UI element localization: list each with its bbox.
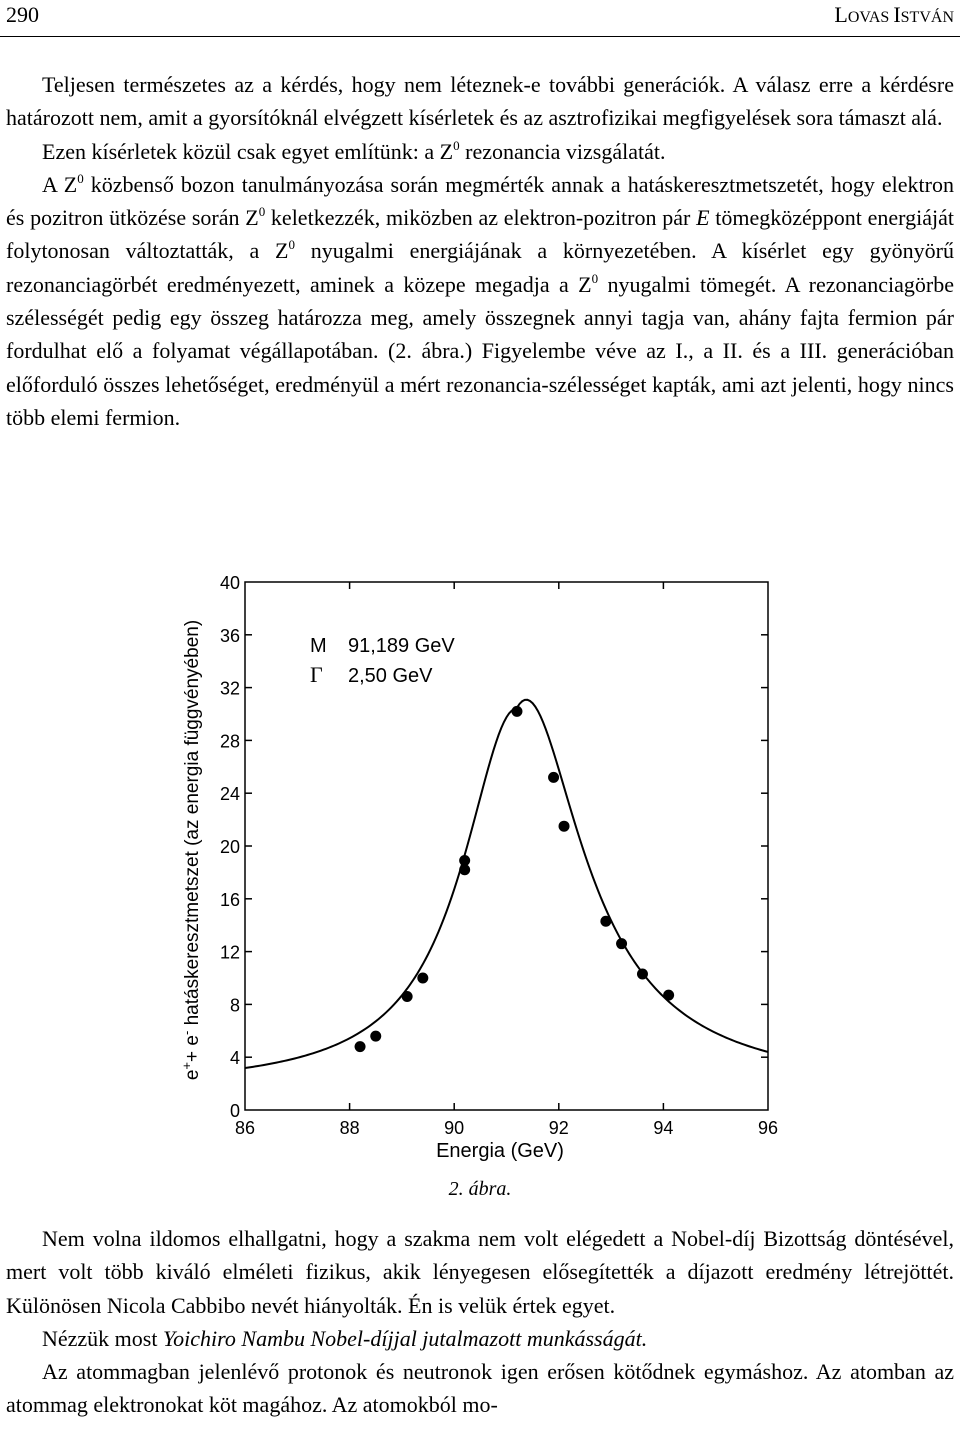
y-tick-label: 36 (219, 625, 240, 646)
para1-s2a: Ezen kísérletek közül csak egyet említünk: a Z (42, 138, 454, 164)
para1-s3sup2: 0 (258, 204, 266, 220)
y-tick-label: 28 (219, 731, 240, 752)
figure-caption: 2. ábra. (448, 1178, 512, 1200)
data-point (370, 1031, 381, 1042)
para1-s3c: keletkezzék, miközben az elektron-pozitron pár (265, 205, 697, 231)
annotation-width-value: 2,50 GeV (348, 665, 433, 687)
para1-s3a: A Z (42, 171, 78, 197)
ylabel-sup2: - (179, 1030, 194, 1036)
para3-s3: Az atommagban jelenlévő protonok és neutronok igen erősen kötődnek egymáshoz. Az atomban az atommag elektronokat köt magához. Az atomokból mo- (6, 1359, 954, 1418)
ylabel-prefix: e (182, 1069, 203, 1081)
data-point (616, 938, 627, 949)
page-number: 290 (6, 2, 39, 27)
y-tick-label: 8 (229, 995, 240, 1016)
para1-s2sup: 0 (453, 137, 460, 153)
para3-s2b: Yoichiro Nambu Nobel-díjjal jutalmazott munkásságát. (162, 1325, 648, 1351)
x-tick-label: 92 (548, 1118, 569, 1138)
para3-s1: Nem volna ildomos elhallgatni, hogy a szakma nem volt elégedett a Nobel-díj Bizottság döntésével, mert volt több kiváló elméleti fizikus, akik lényegesen elősegítették a díjazott eredmény létrejöttét. Különösen Nicola Cabbibo nevét hiányolták. Én is velük értek egyet. (6, 1226, 954, 1318)
para1-s3sup3: 0 (288, 237, 295, 253)
running-head-author (834, 2, 954, 28)
x-tick-label: 88 (339, 1118, 360, 1138)
x-tick-label: 94 (653, 1118, 674, 1138)
points-layer (355, 706, 675, 1052)
author-last-rest: STVÁN (900, 9, 954, 26)
x-tick-label: 86 (234, 1118, 256, 1138)
y-tick-label: 40 (219, 573, 240, 593)
x-tick-label: 96 (757, 1118, 779, 1138)
paragraph-intro (6, 68, 954, 434)
y-tick-label: 16 (219, 889, 240, 910)
para1-sentence1: Teljesen természetes az a kérdés, hogy nem léteznek-e további generációk. A válasz erre a kérdésre határozott nem, amit a gyorsítóknál elvégzett kísérletek és az asztrofizikai megfigyelések sora támaszt alá. (6, 72, 954, 131)
author-first-initial: L (834, 2, 848, 27)
resonance-curve (245, 700, 768, 1068)
resonance-chart (160, 560, 800, 1200)
y-tick-label: 32 (219, 678, 240, 699)
para1-s2b: rezonancia vizsgálatát. (459, 138, 666, 164)
para1-s3b: közbenső bozon tanulmányozása során megmérték annak a hatáskeresztmetszetét, hogy elektron és pozitron ütközése során Z (6, 171, 954, 231)
data-point (355, 1041, 366, 1052)
para1-s3f: nyugalmi tömegét. A rezonanciagörbe szélességét pedig egy összeg határozza meg, amely összegnek annyi tagja van, ahány fajta fermion pár fordulhat elő a folyamat végállapotában. (2. ábra.) Figyelembe véve az I., a II. és a III. generációban előforduló összes lehetőséget, eredményül a mért rezonancia-szélességet kapták, ami azt jelenti, hogy nincs több elemi fermion. (6, 271, 954, 430)
annotation-mass-value: 91,189 GeV (348, 635, 455, 657)
plot-frame (245, 582, 768, 1110)
data-point (663, 990, 674, 1001)
data-point (417, 973, 428, 984)
y-tick-label: 12 (219, 942, 240, 963)
para1-s3sup4: 0 (591, 270, 599, 286)
annotation-width-symbol: Γ (310, 662, 323, 687)
data-point (600, 916, 611, 927)
y-tick-label: 20 (219, 837, 240, 857)
x-axis-label: Energia (GeV) (436, 1140, 564, 1162)
data-point (511, 706, 522, 717)
x-tick-label: 90 (444, 1118, 465, 1138)
y-tick-label: 0 (229, 1101, 240, 1121)
data-point (402, 991, 413, 1002)
curve-layer (245, 700, 768, 1068)
author-last-initial: I (893, 2, 901, 27)
data-point (637, 969, 648, 980)
header-rule (0, 36, 960, 37)
annotation-mass-symbol: M (310, 635, 327, 657)
ylabel-rest: hatáskeresztmetszet (az energia függvényében) (182, 619, 203, 1031)
para1-s3d: tömegközéppont energiáját folytonosan változtatták, a Z (6, 205, 954, 264)
y-tick-label: 24 (219, 784, 240, 805)
y-tick-label: 4 (229, 1048, 240, 1069)
y-axis-label (179, 620, 203, 1080)
chart-svg (160, 560, 800, 1170)
author-first-rest: OVAS (847, 9, 894, 26)
paragraph-nobel (6, 1222, 954, 1422)
para1-s3e: nyugalmi energiájának a környezetében. A kísérlet egy gyönyörű rezonanciagörbét eredményezett, aminek a közepe megadja a Z (6, 238, 954, 297)
para1-s3sup: 0 (77, 170, 84, 186)
ylabel-mid: + e (182, 1035, 203, 1062)
data-point (459, 855, 470, 866)
para1-s3E: E (696, 205, 710, 231)
ylabel-sup1: + (179, 1061, 194, 1070)
page-header (0, 0, 960, 38)
para3-s2a: Nézzük most (42, 1325, 163, 1351)
data-point (559, 821, 570, 832)
data-point (548, 772, 559, 783)
chart-axes (220, 573, 778, 1138)
